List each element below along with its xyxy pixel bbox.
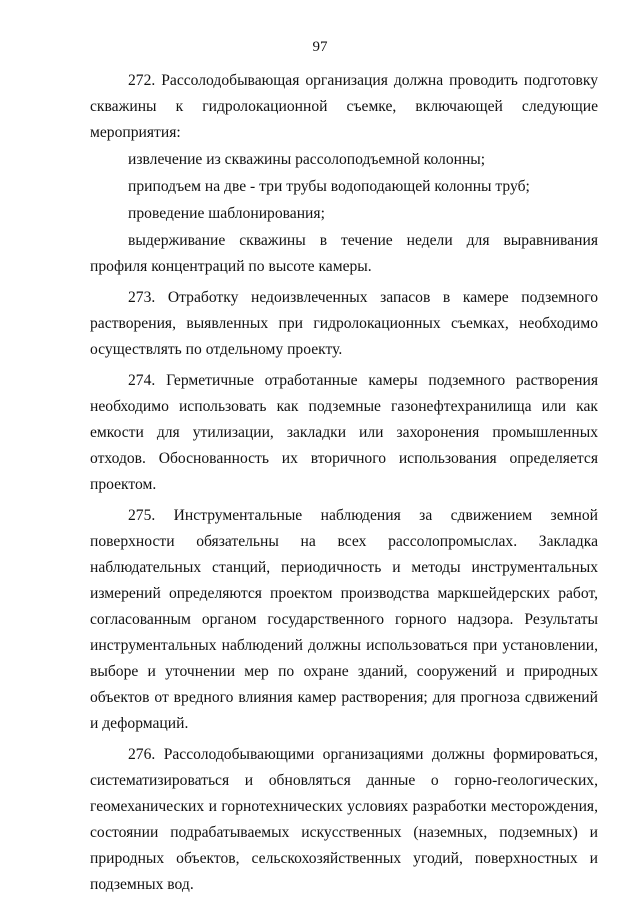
paragraph-275: 275. Инструментальные наблюдения за сдвижением земной поверхности обязательны на всех рассолопромыслах. Закладка наблюдательных станций, периодичность и методы инструментальных измерений определяются проектом производства маркшейдерских работ, согласованным органом государственного горного надзора. Результаты инструментальных наблюдений должны использоваться при установлении, выборе и уточнении мер по охране зданий, сооружений и природных объектов от вредного влияния камер растворения; для прогноза сдвижений и деформаций. — [90, 507, 598, 732]
list-item: проведение шаблонирования; — [128, 205, 325, 222]
paragraph-273: 273. Отработку недоизвлеченных запасов в камере подземного растворения, выявленных при гидролокационных съемках, необходимо осуществлять по отдельному проекту. — [90, 289, 598, 358]
paragraph-276: 276. Рассолодобывающими организациями должны формироваться, систематизироваться и обновляться данные о горно-геологических, геомеханических и горнотехнических условиях разработки месторождения, состоянии подрабатываемых искусственных (наземных, подземных) и природных объектов, сельскохозяйственных угодий, поверхностных и подземных вод. — [90, 746, 598, 893]
paragraph-274: 274. Герметичные отработанные камеры подземного растворения необходимо использовать как подземные газонефтехранилища или как емкости для утилизации, закладки или захоронения промышленных отходов. Обоснованность их вторичного использования определяется проектом. — [90, 372, 598, 493]
list-item: приподъем на две - три трубы водоподающей колонны труб; — [128, 178, 530, 195]
page-number: 97 — [312, 39, 328, 55]
paragraph-272: 272. Рассолодобывающая организация должна проводить подготовку скважины к гидролокационной съемке, включающей следующие мероприятия: — [90, 72, 598, 141]
list-item: выдерживание скважины в течение недели для выравнивания профиля концентраций по высоте камеры. — [90, 232, 598, 275]
list-item: извлечение из скважины рассолоподъемной колонны; — [128, 151, 486, 168]
document-body — [90, 68, 598, 898]
